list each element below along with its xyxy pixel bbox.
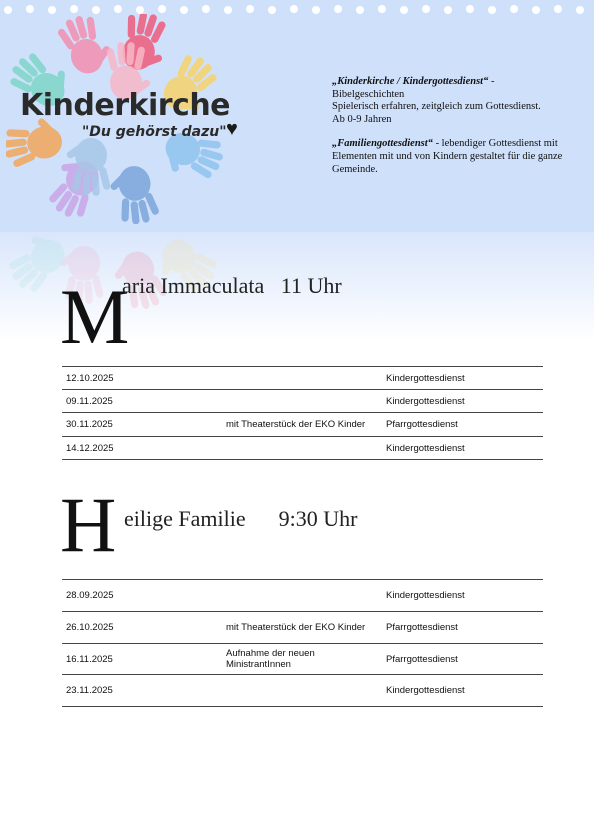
- note-cell: Aufnahme der neuen MinistrantInnen: [222, 644, 382, 675]
- date-cell: 12.10.2025: [62, 367, 222, 390]
- drop-cap: M: [60, 273, 130, 360]
- type-cell: Kindergottesdienst: [382, 675, 543, 707]
- note-cell: [222, 580, 382, 612]
- kinderkirche-description: „Kinderkirche / Kindergottesdienst“ - Bibelgeschichten Spielerisch erfahren, zeitgleich zum Gottesdienst. Ab 0-9 Jahren: [332, 76, 541, 125]
- date-cell: 30.11.2025: [62, 413, 222, 437]
- table-row: [62, 437, 543, 460]
- date-cell: 26.10.2025: [62, 612, 222, 644]
- schedule-table-heilige-familie: [62, 579, 543, 707]
- type-cell: Kindergottesdienst: [382, 437, 543, 460]
- note-cell: mit Theaterstück der EKO Kinder: [222, 413, 382, 437]
- table-row: [62, 580, 543, 612]
- table-row: [62, 612, 543, 644]
- note-cell: mit Theaterstück der EKO Kinder: [222, 612, 382, 644]
- note-cell: [222, 390, 382, 413]
- note-cell: [222, 437, 382, 460]
- note-cell: [222, 675, 382, 707]
- date-cell: 16.11.2025: [62, 644, 222, 675]
- intro-text: [332, 76, 578, 188]
- table-row: [62, 390, 543, 413]
- table-row: [62, 413, 543, 437]
- table-row: [62, 675, 543, 707]
- type-cell: Kindergottesdienst: [382, 367, 543, 390]
- logo-title: Kinderkirche: [20, 88, 231, 123]
- section-heading-maria-immaculata: [60, 273, 480, 360]
- drop-cap: H: [60, 481, 117, 568]
- date-cell: 28.09.2025: [62, 580, 222, 612]
- familiengottesdienst-description: „Familiengottesdienst“ - lebendiger Gottesdienst mit Elementen mit und von Kindern gestaltet für die ganze Gemeinde.: [332, 138, 563, 175]
- section-title: aria Immaculata 11 Uhr: [122, 273, 342, 298]
- note-cell: [222, 367, 382, 390]
- header-banner: [0, 0, 594, 232]
- logo-subtitle: "Du gehörst dazu": [82, 124, 227, 140]
- heart-icon: ♥: [226, 118, 238, 140]
- type-cell: Pfarrgottesdienst: [382, 413, 543, 437]
- section-heading-heilige-familie: [60, 481, 480, 568]
- type-cell: Kindergottesdienst: [382, 580, 543, 612]
- type-cell: Pfarrgottesdienst: [382, 612, 543, 644]
- date-cell: 14.12.2025: [62, 437, 222, 460]
- date-cell: 09.11.2025: [62, 390, 222, 413]
- date-cell: 23.11.2025: [62, 675, 222, 707]
- section-title: eilige Familie 9:30 Uhr: [124, 506, 358, 531]
- table-row: [62, 367, 543, 390]
- type-cell: Pfarrgottesdienst: [382, 644, 543, 675]
- type-cell: Kindergottesdienst: [382, 390, 543, 413]
- table-row: [62, 644, 543, 675]
- schedule-table-maria-immaculata: [62, 366, 543, 460]
